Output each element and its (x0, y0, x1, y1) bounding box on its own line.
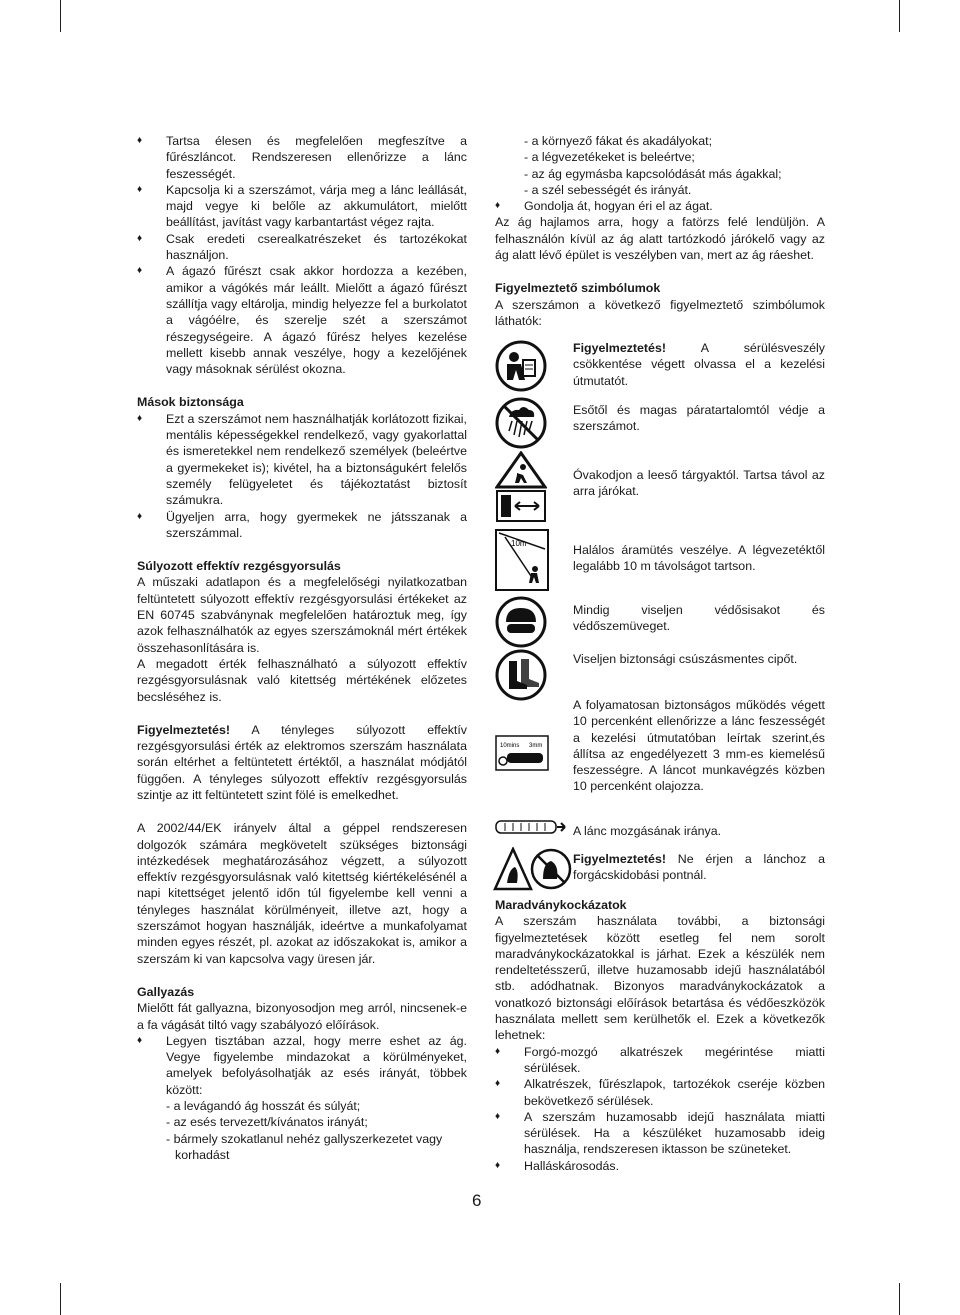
page-number: 6 (472, 1191, 482, 1210)
pruning-dash-list (137, 1098, 467, 1163)
list-item: - a környező fákat és akadályokat; (524, 134, 713, 148)
falling-objects-icon (495, 451, 547, 523)
power-line-icon (495, 529, 549, 591)
no-rain-icon (495, 397, 547, 449)
left-column (137, 133, 467, 1163)
crop-mark (60, 1283, 61, 1315)
list-item: ♦ Forgó-mozgó alkatrészek megérintése miatti sérülések. (495, 1044, 825, 1077)
list-item: ♦ Ügyeljen arra, hogy gyermekek ne játsszanak a szerszámmal. (137, 509, 467, 542)
directive-paragraph: A 2002/44/EK irányelv által a géppel rendszeresen dolgozók számára megkövetelt szükséges biztonsági intézkedések meghatározásához végzett, a súlyozott effektív rezgésgyorsulásnak való kitettség kiértékelésénél a napi kitettséget jelentő időn túl figyelembe kell venni a tényleges használat körülményeit, illetve azt, hogy a szerszámot hogyan használják, ideértve a munkafolyamat minden egyes részét, pl. azokat az időszakokat is, amikor a szerszám ki van kapcsolva vagy üresen jár. (137, 821, 467, 966)
list-item: - az esés tervezett/kívánatos irányát; (166, 1115, 368, 1130)
tree-paragraph: Az ág hajlamos arra, hogy a fatörzs felé lendüljön. A felhasználón kívül az ág alatt tartózkodó járókelő vagy az ág alatt lévő épület is veszélyben van, mert az ág ráeshet. (495, 215, 825, 263)
residual-bullets (495, 1044, 825, 1174)
helmet-goggles-icon (495, 596, 547, 648)
others-bullets (137, 411, 467, 541)
warning-text: A tényleges súlyozott effektív rezgésgyorsulási érték az elektromos szerszám használata során eltérhet a feltüntetett értéktől, a használat módjától függően. A tényleges súlyozott effektív rezgésgyorsulás szintje az itt feltüntetett szint fölé is emelkedhet. (137, 722, 467, 802)
symbol-description: Esőtől és magas páratartalomtól védje a szerszámot. (573, 403, 825, 434)
warning-label: Figyelmeztetés! (573, 341, 666, 355)
crop-mark (899, 1283, 900, 1315)
list-item: ♦ Halláskárosodás. (495, 1158, 825, 1174)
chain-direction-icon (495, 819, 567, 835)
slack-label: 3mm (529, 743, 543, 749)
list-item: - a levágandó ág hosszát és súlyát; (166, 1099, 361, 1114)
distance-label: 10m (511, 539, 527, 548)
list-item: - bármely szokatlanul nehéz gallyszerkezetet vagy korhadást (166, 1131, 443, 1162)
safety-bullets (137, 133, 467, 377)
list-item: ♦ Ezt a szerszámot nem használhatják korlátozott fizikai, mentális képességekkel rendelkező, vagy gyakorlattal és ismeretekkel nem rendelkező személyek (beleértve a gyermekeket is); kivétel, ha a biztonságukért felelős személy felügyeletet és tájékoztatást biztosít számukra. (137, 411, 467, 509)
list-item: ♦ A ágazó fűrészt csak akkor hordozza a kezében, amikor a vágókés már leállt. Mielőtt a ágazó fűrészt szállítja vagy eltárolja, mindig helyezze fel a burkolatot a vágóélre, és szerelje szét a szerszámot részegységeire. A ágazó fűrész helyes kezelése mellett kisebb annak veszélye, hogy a kezelőjének vagy másoknak sérülést okozna. (137, 263, 467, 377)
symbol-description: Mindig viseljen védősisakot és védőszemüveget. (573, 603, 825, 634)
list-item: ♦ Alkatrészek, fűrészlapok, tartozékok cseréje közben bekövetkező sérülések. (495, 1076, 825, 1109)
safety-boots-icon (495, 649, 547, 701)
list-item: ♦ Kapcsolja ki a szerszámot, várja meg a lánc leállását, majd vegye ki belőle az akkumulátort, mielőtt beállítást, javítást vagy karbantartást végez rajta. (137, 182, 467, 231)
vibration-warning (137, 722, 467, 803)
list-item: - az ág egymásba kapcsolódását más ágakkal; (524, 166, 782, 181)
read-manual-icon (495, 340, 547, 392)
list-item: ♦ Gondolja át, hogyan éri el az ágat. (495, 198, 825, 214)
list-item: ♦ Tartsa élesen és megfelelően megfeszítve a fűrészláncot. Rendszeresen ellenőrizze a lánc feszességét. (137, 133, 467, 182)
symbol-description: Viseljen biztonsági csúszásmentes cipőt. (573, 652, 798, 666)
factors-dash-list (495, 133, 825, 198)
pruning-heading: Gallyazás (137, 984, 195, 999)
list-item: - a légvezetékeket is beleértve; (524, 150, 695, 165)
pruning-bullets (137, 1033, 467, 1098)
symbol-description: Halálos áramütés veszélye. A légvezetéktől legalább 10 m távolságot tartson. (573, 543, 825, 574)
symbol-description: A lánc mozgásának iránya. (573, 824, 722, 838)
vibration-paragraph: A műszaki adatlapon és a megfelelőségi nyilatkozatban feltüntetett súlyozott effektív rezgésgyorsulási értékeket az EN 60745 szabványnak megfelelően határoztuk meg, így azok felhasználhatók az egyes szerszámoknál mért értékek összehasonlítására is. (137, 575, 467, 655)
symbol-description: Figyelmeztetés! Ne érjen a lánchoz a forgácskidobási pontnál. (573, 852, 825, 883)
symbols-intro: A szerszámon a következő figyelmeztető szimbólumok láthatók: (495, 297, 825, 328)
residual-heading: Maradványkockázatok (495, 898, 627, 912)
residual-risks-section (495, 897, 825, 1174)
right-column (495, 133, 825, 329)
list-item: ♦ Legyen tisztában azzal, hogy merre eshet az ág. Vegye figyelembe mindazokat a körülményeket, amelyek befolyásolhatják az esés irányát, többek között: (137, 1033, 467, 1098)
list-item: ♦ A szerszám huzamosabb idejű használata miatti sérülések. Ha a készüléket huzamosabb ideig használja, rendszeresen iktasson be szüneteket. (495, 1109, 825, 1158)
vibration-paragraph: A megadott érték felhasználható a súlyozott effektív rezgésgyorsulásnak való kitettség mértékének előzetes becsléséhez is. (137, 656, 467, 704)
symbol-description: Figyelmeztetés! A sérülésveszély csökkentése végett olvassa el a kezelési útmutatót. (573, 341, 825, 388)
pruning-paragraph: Mielőtt fát gallyazna, bizonyosodjon meg arról, nincsenek-e a fa vágását tiltó vagy szabályozó előírások. (137, 1001, 467, 1032)
kickback-hand-icon (493, 847, 573, 891)
list-item: ♦ Csak eredeti cserealkatrészeket és tartozékokat használjon. (137, 231, 467, 264)
symbol-description: A folyamatosan biztonságos működés végett 10 percenként ellenőrizze a lánc feszességét a kezelési útmutatóban leírtak szerint,és állítsa az engedélyezett 3 mm-es kiemelésű feszességre. A láncot munkavégzés közben 10 percenként olajozza. (573, 698, 825, 794)
reach-bullet (495, 198, 825, 214)
symbols-heading: Figyelmeztető szimbólumok (495, 281, 661, 296)
crop-mark (899, 0, 900, 32)
list-item: - a szél sebességét és irányát. (524, 182, 692, 197)
crop-mark (60, 0, 61, 32)
interval-label: 10mins (500, 743, 520, 749)
warning-label: Figyelmeztetés! (137, 722, 230, 737)
warning-label: Figyelmeztetés! (573, 852, 666, 866)
others-heading: Mások biztonsága (137, 395, 244, 410)
symbol-description: Óvakodjon a leeső tárgyaktól. Tartsa távol az arra járókat. (573, 468, 825, 499)
chain-tension-icon (495, 735, 549, 771)
vibration-heading: Súlyozott effektív rezgésgyorsulás (137, 559, 341, 574)
residual-paragraph: A szerszám használata további, a biztonsági figyelmeztetések között esetleg fel nem sorolt maradványkockázatokkal is járhat. Ezek a készülék nem rendeltetésszerű, illetve huzamosabb idejű használatából stb. adódhatnak. Bizonyos maradványkockázatok a vonatkozó biztonsági előírások betartása és védőeszközök használata mellett sem kerülhetők el. Ezek a következők lehetnek: (495, 914, 825, 1043)
